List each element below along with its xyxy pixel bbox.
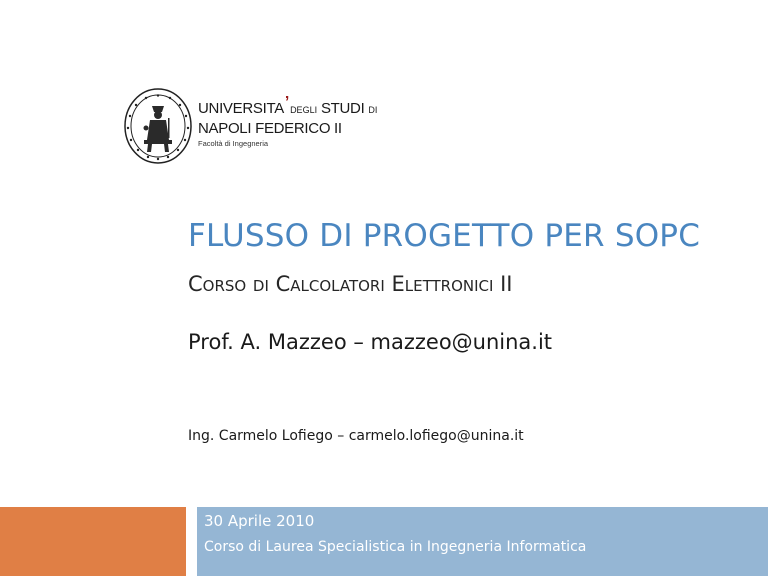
faculty-name: Facoltà di Ingegneria bbox=[198, 139, 269, 148]
subtitle-w4-initial: E bbox=[391, 272, 405, 296]
university-seal-icon bbox=[124, 88, 192, 164]
footer-orange-bar bbox=[0, 507, 186, 576]
subtitle-w3-rest: ALCOLATORI bbox=[290, 277, 385, 295]
subtitle-w3-initial: C bbox=[275, 272, 291, 296]
footer-date: 30 Aprile 2010 bbox=[204, 512, 315, 530]
university-name-line2: NAPOLI FEDERICO II bbox=[198, 120, 342, 137]
slide-title: FLUSSO DI PROGETTO PER SOPC bbox=[188, 218, 701, 254]
university-name-part1: UNIVERSITA bbox=[198, 100, 284, 117]
university-name-part2: DEGLI bbox=[290, 105, 318, 115]
assistant-contact: Ing. Carmelo Lofiego – carmelo.lofiego@unina.it bbox=[188, 428, 524, 444]
university-name-part4: DI bbox=[368, 105, 378, 115]
slide-subtitle bbox=[188, 272, 748, 296]
footer-course: Corso di Laurea Specialistica in Ingegneria Informatica bbox=[204, 539, 587, 555]
subtitle-w1-initial: C bbox=[188, 272, 203, 296]
university-logo: UNIVERSITA’DEGLI STUDI DI NAPOLI FEDERICO II Facoltà di Ingegneria bbox=[124, 88, 364, 168]
subtitle-w1-rest: ORSO bbox=[202, 277, 247, 295]
subtitle-w5: II bbox=[500, 272, 513, 296]
university-name-part3: STUDI bbox=[320, 100, 365, 117]
subtitle-w2: DI bbox=[252, 277, 269, 295]
subtitle-w4-rest: LETTRONICI bbox=[404, 277, 494, 295]
professor-contact: Prof. A. Mazzeo – mazzeo@unina.it bbox=[188, 330, 553, 354]
